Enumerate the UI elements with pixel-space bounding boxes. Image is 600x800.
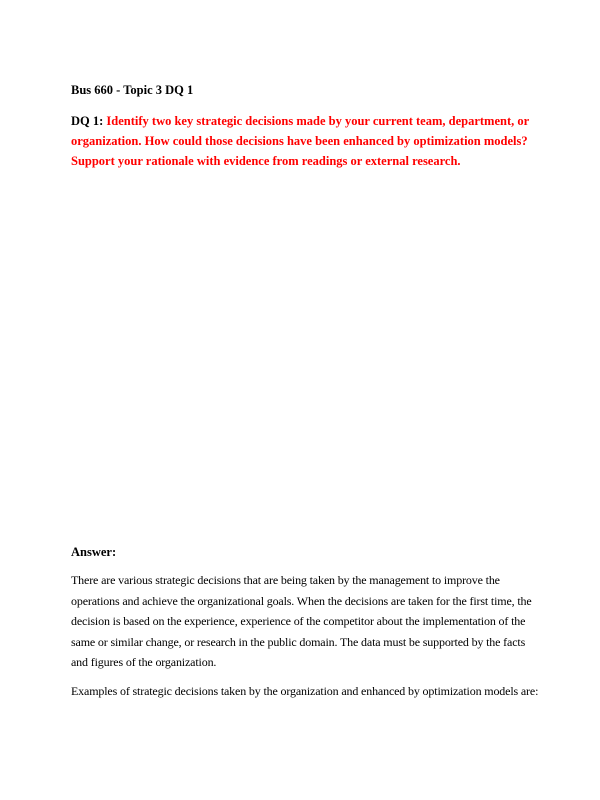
answer-paragraph: There are various strategic decisions that are being taken by the management to improve the operations and achieve the organizational goals. When the decisions are taken for the first time, the decision is based on the experience, experience of the competitor about the implementation of the same or similar change, or research in the public domain. The data must be supported by the facts and figures of the organization.: [71, 573, 532, 669]
discussion-question: [71, 111, 541, 171]
answer-paragraph: Examples of strategic decisions taken by the organization and enhanced by optimization models are:: [71, 684, 539, 698]
document-title: Bus 660 - Topic 3 DQ 1: [71, 83, 194, 97]
question-label: DQ 1:: [71, 114, 107, 128]
question-text: Identify two key strategic decisions made by your current team, department, or organization. How could those decisions have been enhanced by optimization models? Support your rationale with evidence from readings or external research.: [71, 114, 529, 168]
answer-heading: Answer:: [71, 545, 117, 559]
